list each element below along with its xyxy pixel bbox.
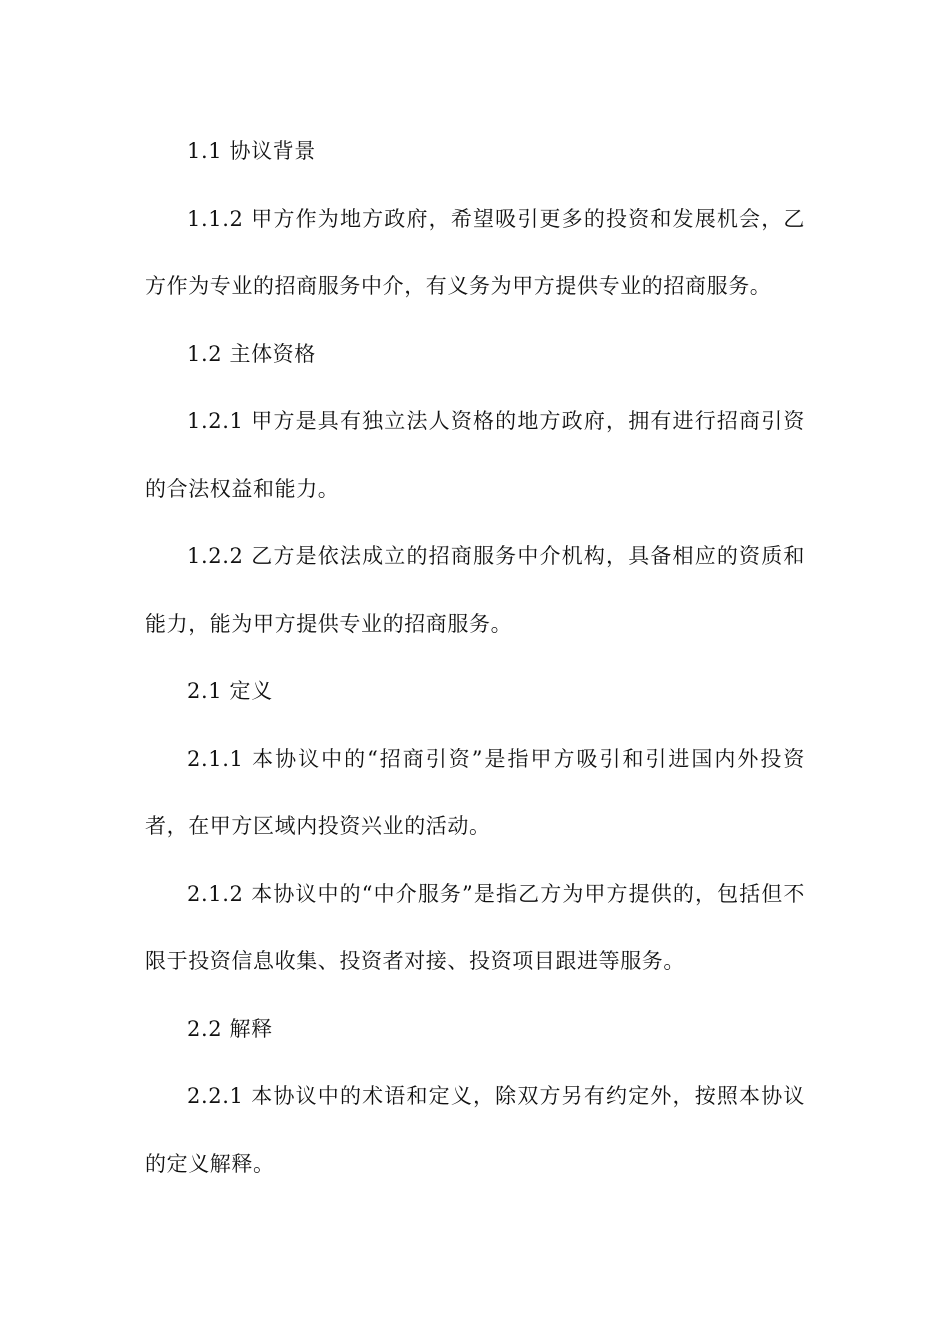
clause-2-1-2: 2.1.2 本协议中的“中介服务”是指乙方为甲方提供的，包括但不限于投资信息收集、投资者对接、投资项目跟进等服务。 xyxy=(145,881,805,973)
clause-1-1-2: 1.1.2 甲方作为地方政府，希望吸引更多的投资和发展机会，乙方作为专业的招商服务中介，有义务为甲方提供专业的招商服务。 xyxy=(145,206,805,298)
section-heading-1-2: 1.2 主体资格 xyxy=(187,341,316,366)
clause-2-2-1: 2.2.1 本协议中的术语和定义，除双方另有约定外，按照本协议的定义解释。 xyxy=(145,1084,805,1176)
clause-1-2-2: 1.2.2 乙方是依法成立的招商服务中介机构，具备相应的资质和能力，能为甲方提供专业的招商服务。 xyxy=(145,544,805,636)
clause-1-2-1: 1.2.1 甲方是具有独立法人资格的地方政府，拥有进行招商引资的合法权益和能力。 xyxy=(145,409,805,501)
clause-2-1-1: 2.1.1 本协议中的“招商引资”是指甲方吸引和引进国内外投资者，在甲方区域内投资兴业的活动。 xyxy=(145,746,805,838)
section-heading-2-1: 2.1 定义 xyxy=(187,679,273,703)
section-heading-1-1: 1.1 协议背景 xyxy=(187,139,316,163)
section-heading-2-2: 2.2 解释 xyxy=(187,1016,273,1041)
